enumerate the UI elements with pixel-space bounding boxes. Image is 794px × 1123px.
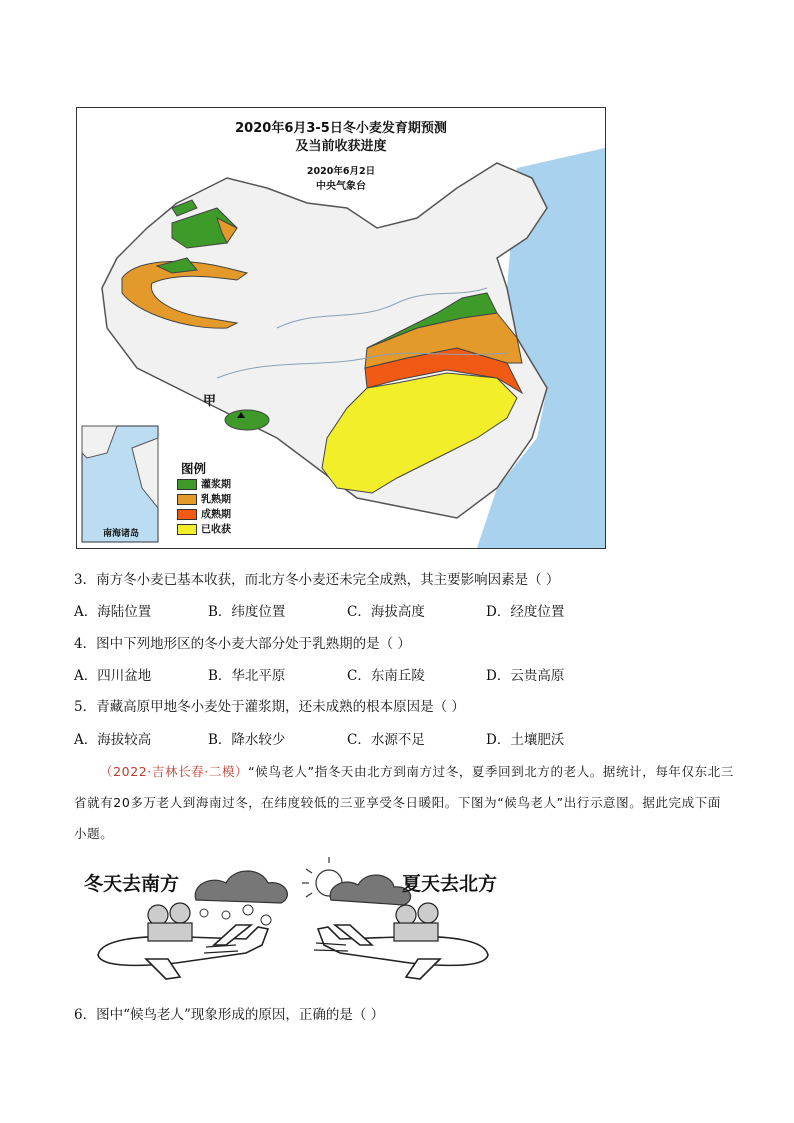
map-agency: 中央气象台 [316,181,366,192]
q5-option-a: A．海拔较高 [74,732,152,748]
q3-option-c: C．海拔高度 [347,604,425,620]
map-date: 2020年6月2日 [306,166,376,177]
q5-option-b: B．降水较少 [208,732,286,748]
legend-item-filling: 灌浆期 [177,479,231,491]
passage [74,756,734,849]
q3-option-d: D．经度位置 [486,604,565,620]
region-jia [225,410,269,430]
q3-option-a: A．海陆位置 [74,604,152,620]
map-title-line1: 2020年6月3-5日冬小麦发育期预测 [235,121,447,136]
legend-item-milk: 乳熟期 [177,494,231,506]
right-sun-cloud-icon [302,857,411,905]
passage-source: （2022·吉林长春·二模） [100,764,249,779]
caption-summer-north: 夏天去北方 [402,873,498,895]
cartoon-figure [76,855,506,995]
legend-title: 图例 [181,461,207,476]
legend-item-mature: 成熟期 [177,509,231,521]
q4-option-b: B．华北平原 [208,668,286,684]
legend-item-harvested: 已收获 [177,524,231,536]
q3-option-b: B．纬度位置 [208,604,286,620]
q4-option-d: D．云贵高原 [486,668,565,684]
passage-text: “候鸟老人”指冬天由北方到南方过冬，夏季回到北方的老人。据统计，每年仅东北三省就有20多万老人到海南过冬，在纬度较低的三亚享受冬日暖阳。下图为“候鸟老人”出行示意图。据此完成下面小题。 [74,764,734,841]
question-5-stem: 5．青藏高原甲地冬小麦处于灌浆期，还未成熟的根本原因是（ ） [74,699,465,715]
q5-option-c: C．水源不足 [347,732,425,748]
marker-label-jia: 甲 [203,394,217,409]
wheat-map-figure [76,107,606,549]
caption-winter-south: 冬天去南方 [84,873,180,895]
question-6-stem: 6．图中“候鸟老人”现象形成的原因，正确的是（ ） [74,1007,385,1023]
q4-option-c: C．东南丘陵 [347,668,425,684]
left-rain-cloud-icon [195,871,287,903]
map-title-line2: 及当前收获进度 [295,139,387,154]
q5-option-d: D．土壤肥沃 [486,732,565,748]
question-3-stem: 3．南方冬小麦已基本收获，而北方冬小麦还未完全成熟，其主要影响因素是（ ） [74,572,560,588]
question-4-stem: 4．图中下列地形区的冬小麦大部分处于乳熟期的是（ ） [74,636,411,652]
q4-option-a: A．四川盆地 [74,668,152,684]
inset-label: 南海诸岛 [102,529,139,539]
